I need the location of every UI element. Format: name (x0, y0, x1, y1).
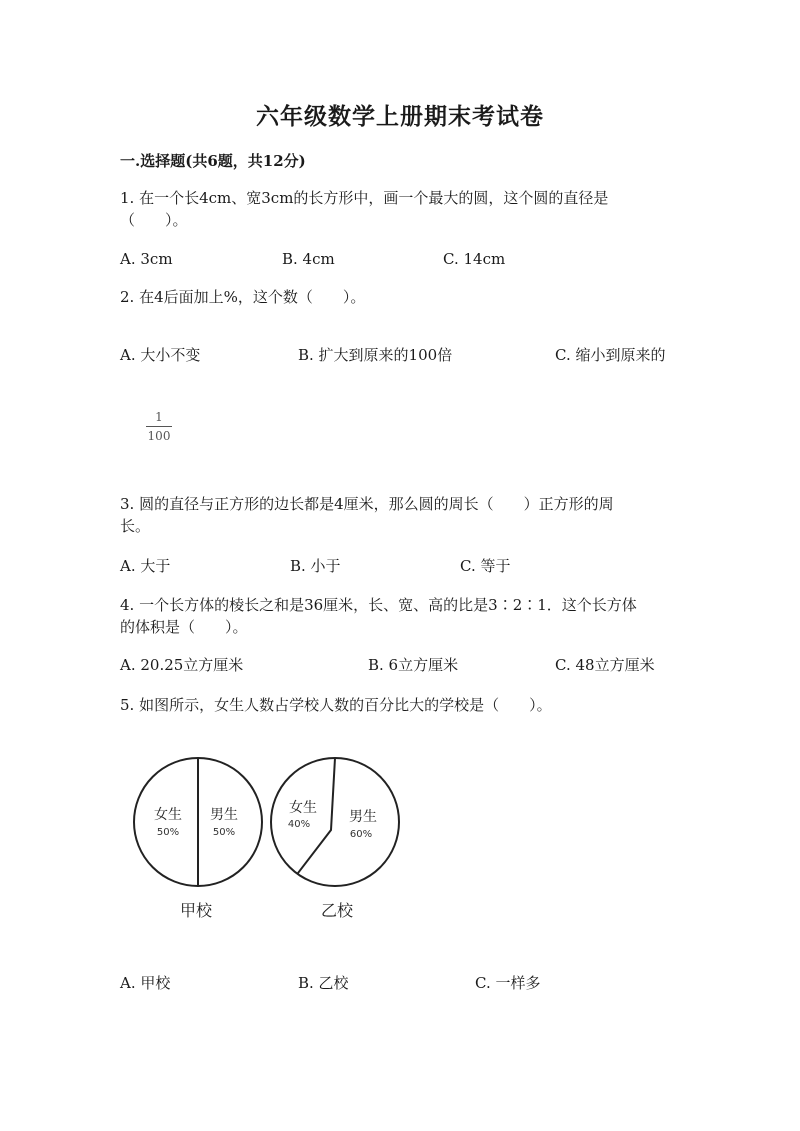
question-1-option-a[interactable]: A. 3cm (120, 250, 173, 268)
pie-percent-boys-jia: 50% (212, 827, 236, 838)
question-2-line-1: 2. 在4后面加上%，这个数（ ）。 (120, 288, 366, 306)
pie-school-name-jia: 甲校 (179, 901, 213, 920)
fraction-numerator: 1 (155, 410, 163, 424)
fraction-one-hundredth (146, 410, 172, 443)
question-5-option-b[interactable]: B. 乙校 (298, 974, 349, 992)
question-4-line-1: 4. 一个长方体的棱长之和是36厘米，长、宽、高的比是3∶2∶1．这个长方体 (120, 596, 637, 614)
question-1-option-b[interactable]: B. 4cm (282, 250, 335, 268)
question-1-line-2: （ ）。 (120, 211, 188, 229)
fraction-bar (146, 426, 172, 427)
question-3-option-a[interactable]: A. 大于 (120, 557, 171, 575)
pie-label-boys-jia: 男生 (210, 807, 238, 823)
question-4-line-2: 的体积是（ ）。 (120, 618, 248, 636)
question-5-line-1: 5. 如图所示，女生人数占学校人数的百分比大的学校是（ ）。 (120, 696, 552, 714)
question-5-option-a[interactable]: A. 甲校 (120, 974, 171, 992)
question-3-line-1: 3. 圆的直径与正方形的边长都是4厘米，那么圆的周长（ ）正方形的周 (120, 495, 614, 513)
pie-chart-figure (125, 750, 415, 930)
question-2-option-c[interactable]: C. 缩小到原来的 (555, 346, 666, 364)
question-5-option-c[interactable]: C. 一样多 (475, 974, 541, 992)
pie-label-boys-yi: 男生 (349, 809, 377, 825)
question-2-option-a[interactable]: A. 大小不变 (120, 346, 201, 364)
question-1-option-c[interactable]: C. 14cm (443, 250, 506, 268)
question-3-line-2: 长。 (120, 517, 151, 535)
pie-label-girls-yi: 女生 (289, 800, 317, 816)
question-1-line-1: 1. 在一个长4cm、宽3cm的长方形中，画一个最大的圆，这个圆的直径是 (120, 189, 609, 207)
pie-percent-girls-yi: 40% (287, 819, 311, 830)
question-4-option-c[interactable]: C. 48立方厘米 (555, 656, 655, 674)
pie-school-yi (271, 758, 399, 920)
question-4-option-a[interactable]: A. 20.25立方厘米 (120, 656, 244, 674)
pie-percent-girls-jia: 50% (156, 827, 180, 838)
section-heading: 一.选择题(共6题，共12分) (120, 152, 306, 170)
question-2-option-b[interactable]: B. 扩大到原来的100倍 (298, 346, 453, 364)
pie-percent-boys-yi: 60% (349, 829, 373, 840)
question-3-option-b[interactable]: B. 小于 (290, 557, 341, 575)
fraction-denominator: 100 (147, 429, 171, 443)
pie-school-name-yi: 乙校 (320, 901, 354, 920)
pie-school-jia (134, 758, 262, 920)
question-4-option-b[interactable]: B. 6立方厘米 (368, 656, 459, 674)
page-title: 六年级数学上册期末考试卷 (256, 103, 544, 130)
pie-label-girls-jia: 女生 (154, 807, 182, 823)
question-3-option-c[interactable]: C. 等于 (460, 557, 511, 575)
